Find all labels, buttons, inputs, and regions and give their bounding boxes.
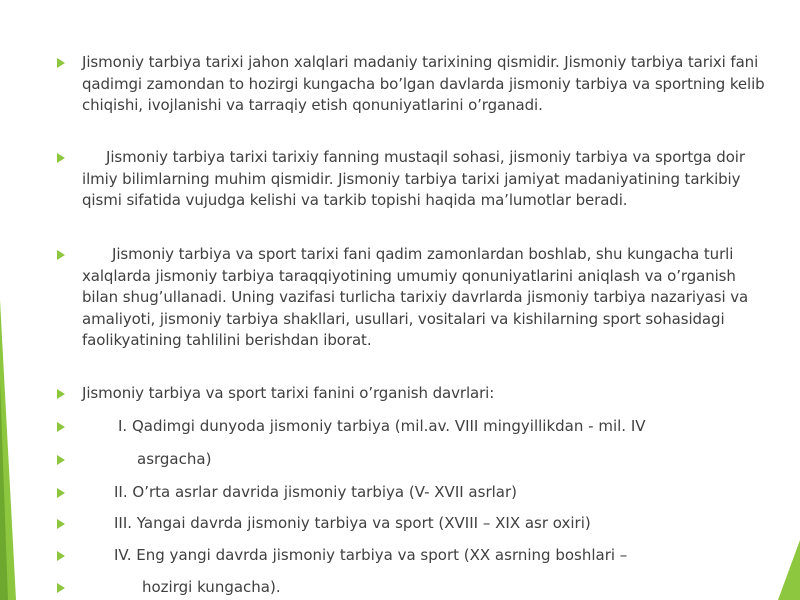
triangle-right-icon	[57, 250, 65, 260]
period-text: I. Qadimgi dunyoda jismoniy tarbiya (mil.av. VIII mingyillikdan - mil. IV	[118, 417, 646, 435]
paragraph-text: Jismoniy tarbiya va sport tarixi fani qadim zamonlardan boshlab, shu kungacha turli xalqlarda jismoniy tarbiya taraqqiyotining umumiy qonuniyatlarini aniqlash va o’rganish bilan shug’ullanadi. Uning vazifasi turlicha tarixiy davrlarda jismoniy tarbiya nazariyasi va amaliyoti, jismoniy tarbiya shakllari, usullari, vositalari va kishilarning sport sohasidagi faolikyatining tahlilini berishdan iborat.	[82, 245, 749, 349]
triangle-right-icon	[57, 455, 65, 465]
triangle-right-icon	[57, 422, 65, 432]
triangle-right-icon	[57, 153, 65, 163]
period-text: IV. Eng yangi davrda jismoniy tarbiya va sport (XX asrning boshlari –	[114, 546, 628, 564]
period-text: hozirgi kungacha).	[142, 578, 281, 596]
triangle-right-icon	[57, 583, 65, 593]
triangle-right-icon	[57, 488, 65, 498]
paragraph-text: Jismoniy tarbiya va sport tarixi fanini o’rganish davrlari:	[82, 384, 495, 402]
triangle-right-icon	[57, 389, 65, 399]
triangle-right-icon	[57, 519, 65, 529]
triangle-right-icon	[57, 58, 65, 68]
paragraph-text: Jismoniy tarbiya tarixi tarixiy fanning mustaqil sohasi, jismoniy tarbiya va sportga doir ilmiy bilimlarning muhim qismidir. Jismoniy tarbiya tarixi jamiyat madaniyatining tarkibiy qismi sifatida vujudga kelishi va tarkib topishi haqida ma’lumotlar beradi.	[82, 148, 745, 209]
period-text: III. Yangai davrda jismoniy tarbiya va sport (XVIII – XIX asr oxiri)	[114, 514, 591, 532]
period-text: asrgacha)	[137, 450, 212, 468]
paragraph-text: Jismoniy tarbiya tarixi jahon xalqlari madaniy tarixining qismidir. Jismoniy tarbiya tarixi fani qadimgi zamondan to hozirgi kungacha bo’lgan davlarda jismoniy tarbiya va sportning kelib chiqishi, ivojlanishi va tarraqiy etish qonuniyatlarini o’rganadi.	[82, 53, 765, 114]
triangle-right-icon	[57, 551, 65, 561]
period-text: II. O’rta asrlar davrida jismoniy tarbiya (V- XVII asrlar)	[114, 483, 517, 501]
